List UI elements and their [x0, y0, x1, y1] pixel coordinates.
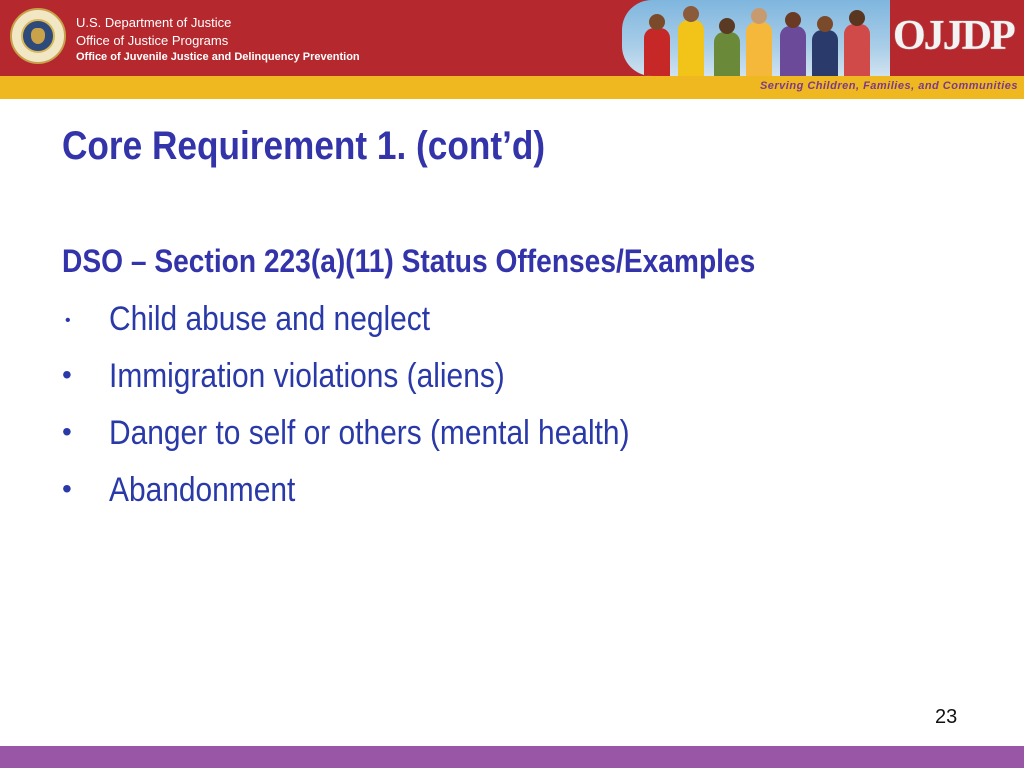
- doj-seal-icon: [10, 8, 66, 64]
- bullet-text: Abandonment: [109, 471, 296, 509]
- list-item: [0, 471, 1024, 515]
- bullet-marker: •: [62, 416, 72, 447]
- list-item: [0, 414, 1024, 458]
- page-number: 23: [935, 706, 958, 728]
- list-item: [0, 357, 1024, 401]
- bullet-text: Danger to self or others (mental health): [109, 414, 630, 452]
- header-banner: [0, 0, 1024, 99]
- ojjdp-logo: OJJDP: [893, 13, 1014, 59]
- bullet-marker: •: [62, 473, 72, 504]
- bullet-marker: •: [62, 359, 72, 390]
- agency-line-2: Office of Justice Programs: [76, 33, 229, 48]
- list-item: [0, 300, 1024, 344]
- slide-title: Core Requirement 1. (cont’d): [62, 124, 546, 168]
- children-photo: [622, 0, 890, 76]
- bullet-text: Immigration violations (aliens): [109, 357, 505, 395]
- footer-bar: [0, 746, 1024, 768]
- bullet-text: Child abuse and neglect: [109, 300, 431, 338]
- agency-line-1: U.S. Department of Justice: [76, 15, 232, 30]
- slide-subtitle: DSO – Section 223(a)(11) Status Offenses/Examples: [62, 243, 756, 279]
- bullet-marker: •: [65, 312, 71, 329]
- agency-line-3: Office of Juvenile Justice and Delinquency Prevention: [76, 51, 360, 63]
- header-tagline: Serving Children, Families, and Communities: [759, 80, 1018, 92]
